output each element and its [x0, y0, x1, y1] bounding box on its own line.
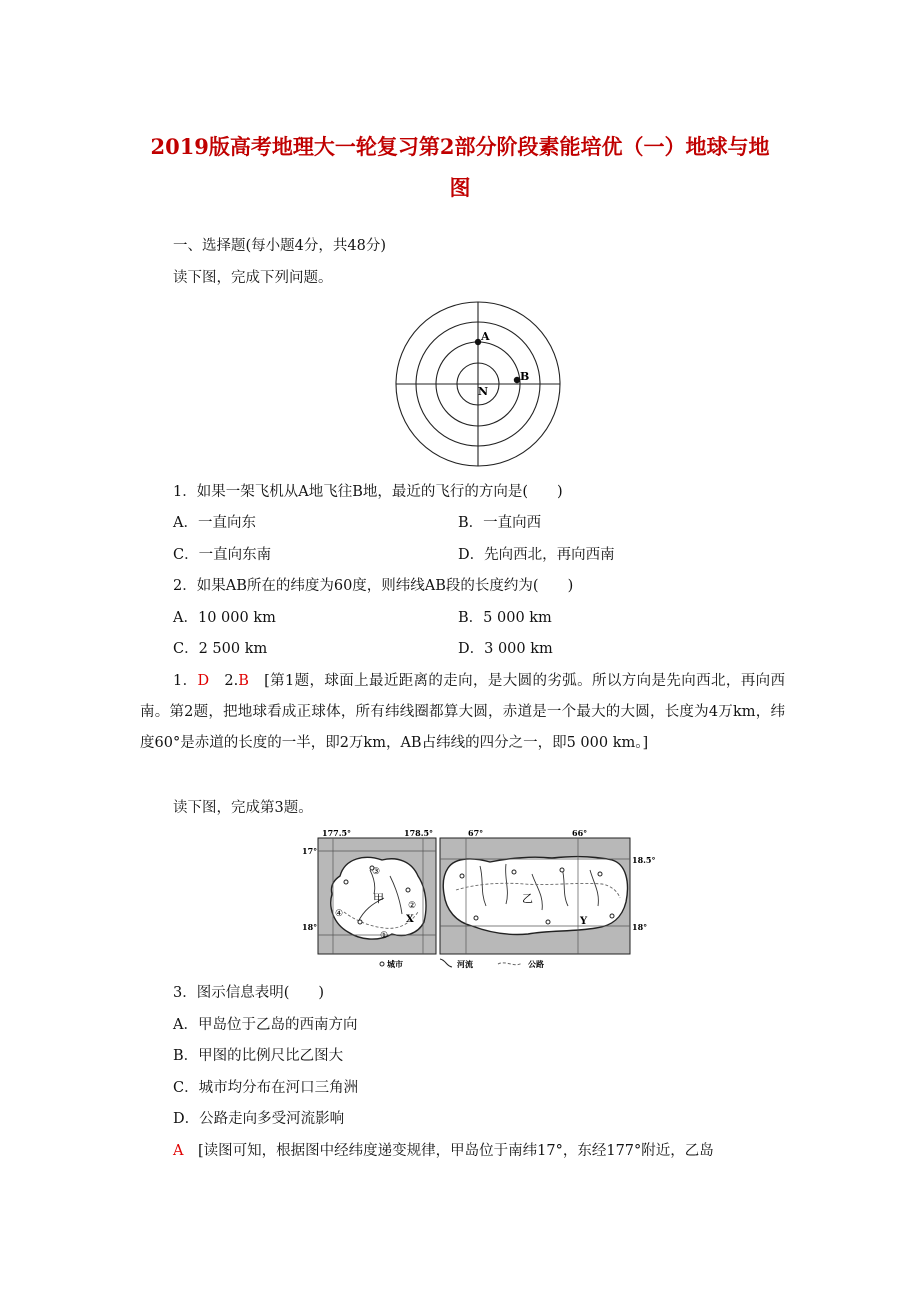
- label-a: A: [481, 330, 490, 343]
- q3-option-c: C．城市均分布在河口三角洲: [173, 1080, 359, 1096]
- lon-label-67: 67°: [468, 828, 484, 838]
- lat-label-18-left: 18°: [302, 922, 318, 932]
- island-maps-figure: [300, 826, 660, 974]
- point-x-label: X: [406, 914, 414, 925]
- label-b: B: [520, 370, 530, 383]
- island-label-yi: 乙: [522, 892, 533, 905]
- answer-1-letter: D: [197, 673, 210, 689]
- legend-city-symbol: [380, 962, 384, 966]
- label-n: N: [478, 385, 489, 398]
- q1-option-c: C．一直向东南: [173, 547, 272, 563]
- legend-road-symbol: [498, 963, 522, 965]
- city-marker-2: ②: [408, 901, 417, 911]
- answer-2-letter: B: [238, 673, 249, 689]
- q1-option-a: A．一直向东: [173, 515, 256, 531]
- lat-label-18-right: 18°: [632, 922, 648, 932]
- answer-prefix: 1．: [173, 673, 198, 689]
- q1-option-b: B．一直向西: [458, 515, 542, 531]
- q2-stem: 2．如果AB所在的纬度为60度，则纬线AB段的长度约为( ): [173, 578, 574, 594]
- q2-option-c: C．2 500 km: [173, 641, 268, 657]
- island-yi: [443, 857, 627, 935]
- q1-option-d: D．先向西北，再向西南: [458, 547, 615, 563]
- lon-label-66: 66°: [572, 828, 588, 838]
- answer-3: [173, 1141, 714, 1161]
- island-label-jia: 甲: [373, 892, 384, 905]
- q2-option-a: A．10 000 km: [173, 610, 276, 626]
- doc-title-line1: 2019版高考地理大一轮复习第2部分阶段素能培优（一）地球与地: [150, 134, 770, 159]
- lat-label-17: 17°: [302, 846, 318, 856]
- q3-option-a: A．甲岛位于乙岛的西南方向: [173, 1017, 358, 1033]
- q3-option-b: B．甲图的比例尺比乙图大: [173, 1048, 344, 1064]
- legend-road-label: 公路: [528, 959, 544, 969]
- q3-option-d: D．公路走向多受河流影响: [173, 1111, 345, 1127]
- polar-projection-figure: [392, 298, 564, 470]
- answer-mid: 2.: [209, 673, 239, 689]
- section-heading: 一、选择题(每小题4分，共48分): [173, 238, 386, 254]
- q3-stem: 3．图示信息表明( ): [173, 985, 325, 1001]
- legend-river-symbol: [440, 959, 452, 967]
- doc-title-line2: 图: [449, 175, 471, 200]
- intro-text-1: 读下图，完成下列问题。: [173, 270, 333, 286]
- city-marker-3: ③: [372, 867, 381, 877]
- intro-text-2: 读下图，完成第3题。: [173, 800, 313, 816]
- city-marker-4: ④: [335, 909, 344, 919]
- answer-3-letter: A: [173, 1143, 184, 1159]
- answer-explanation-1-2: [第1题，球面上最近距离的走向，是大圆的劣弧。所以方向是先向西北，再向西南。第2题，把地球看成正球体，所有纬线圈都算大圆，赤道是一个最大的大圆，长度为4万km，纬度60°是赤道的长度的一半，即2万km，AB占纬线的四分之一，即5 000 km。]: [140, 673, 785, 751]
- answer-1-2: [140, 666, 785, 759]
- city-marker-1: ①: [380, 931, 389, 941]
- answer-explanation-3: [读图可知，根据图中经纬度递变规律，甲岛位于南纬17°，东经177°附近，乙岛: [183, 1143, 714, 1159]
- legend-city-label: 城市: [387, 959, 403, 969]
- point-y-label: Y: [580, 916, 588, 927]
- q2-option-b: B．5 000 km: [458, 610, 552, 626]
- q2-option-d: D．3 000 km: [458, 641, 553, 657]
- lat-label-185: 18.5°: [632, 855, 656, 865]
- legend-river-label: 河流: [457, 959, 473, 969]
- lon-label-1785: 178.5°: [404, 828, 434, 838]
- lon-label-1775: 177.5°: [322, 828, 352, 838]
- q1-stem: 1．如果一架飞机从A地飞往B地，最近的飞行的方向是( ): [173, 484, 563, 500]
